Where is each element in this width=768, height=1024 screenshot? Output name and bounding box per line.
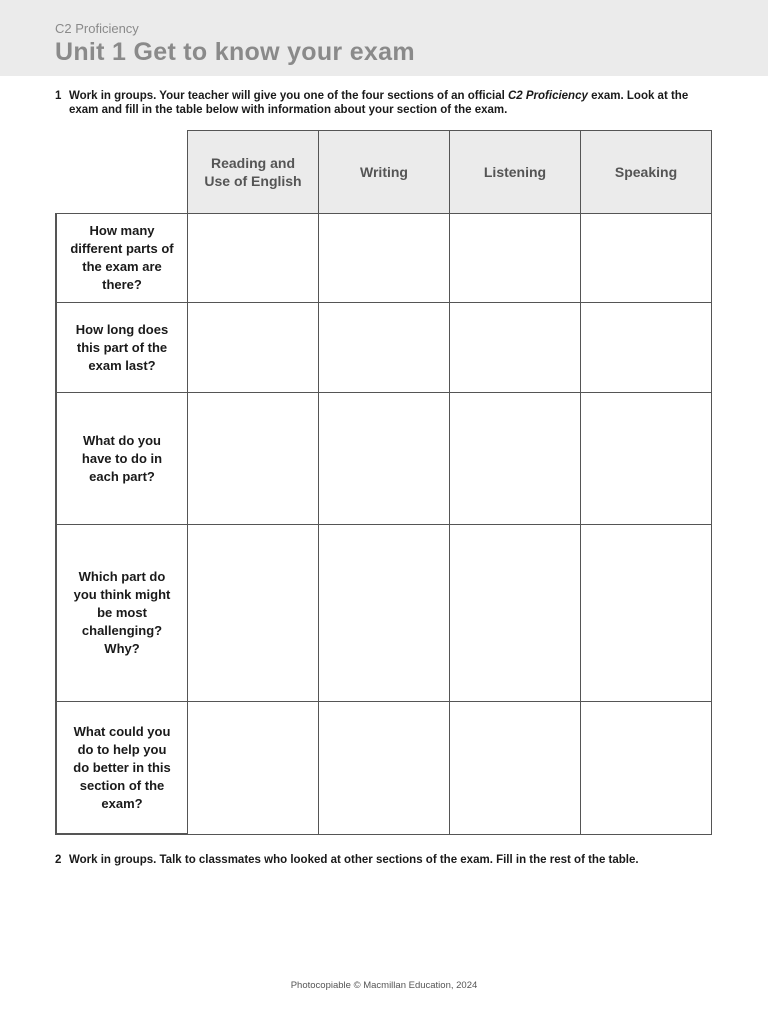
answer-cell[interactable] — [450, 702, 581, 835]
answer-cell[interactable] — [319, 702, 450, 835]
table-row — [56, 303, 712, 393]
row-question-challenging — [56, 525, 188, 702]
answer-cell[interactable] — [450, 303, 581, 393]
answer-cell[interactable] — [188, 525, 319, 702]
instruction-text-part: exam. Look at the exam and fill in the table below with information about your section of the exam. — [69, 90, 689, 116]
table-corner — [56, 131, 188, 214]
answer-cell[interactable] — [188, 393, 319, 525]
instruction-text — [55, 89, 715, 117]
answer-cell[interactable] — [581, 214, 712, 303]
answer-cell[interactable] — [188, 303, 319, 393]
row-question-tasks — [56, 393, 188, 525]
row-question-duration — [56, 303, 188, 393]
answer-cell[interactable] — [581, 702, 712, 835]
row-question-label: Which part do you think might be most challenging? Why? — [73, 569, 171, 656]
answer-cell[interactable] — [319, 525, 450, 702]
unit-title: Unit 1 Get to know your exam — [55, 38, 415, 66]
copyright-footer: Photocopiable © Macmillan Education, 2024 — [290, 980, 478, 991]
answer-cell[interactable] — [450, 214, 581, 303]
row-question-improve — [56, 702, 188, 835]
table-row — [56, 393, 712, 525]
exam-name-emphasis: C2 Proficiency — [507, 90, 588, 102]
row-question-label: What do you have to do in each part? — [81, 432, 163, 484]
column-header-label: Reading and Use of English — [204, 155, 302, 189]
row-question-parts — [56, 214, 188, 303]
row-question-label: What could you do to help you do better in this section of the exam? — [73, 723, 171, 811]
table-row — [56, 214, 712, 303]
instruction-2 — [55, 853, 715, 867]
answer-cell[interactable] — [581, 303, 712, 393]
answer-cell[interactable] — [450, 393, 581, 525]
row-question-label: How long does this part of the exam last? — [75, 321, 169, 373]
row-question-label: How many different parts of the exam are there? — [70, 223, 174, 292]
instruction-text-part: Work in groups. Your teacher will give you one of the four sections of an official — [69, 90, 508, 102]
table-row — [56, 525, 712, 702]
course-name: C2 Proficiency — [55, 21, 139, 36]
column-header-speaking: Speaking — [581, 131, 712, 214]
column-header-writing: Writing — [319, 131, 450, 214]
instruction-1 — [55, 89, 715, 117]
answer-cell[interactable] — [319, 393, 450, 525]
column-header-reading-use-of-english — [188, 131, 319, 214]
answer-cell[interactable] — [450, 525, 581, 702]
answer-cell[interactable] — [188, 214, 319, 303]
answer-cell[interactable] — [188, 702, 319, 835]
table-header-row — [56, 131, 712, 214]
table-row — [56, 702, 712, 835]
answer-cell[interactable] — [581, 525, 712, 702]
instruction-text: Work in groups. Talk to classmates who looked at other sections of the exam. Fill in the rest of the table. — [69, 854, 639, 866]
answer-cell[interactable] — [319, 214, 450, 303]
column-header-listening: Listening — [450, 131, 581, 214]
instruction-number: 2 — [55, 854, 62, 866]
instruction-number: 1 — [55, 90, 62, 102]
answer-cell[interactable] — [581, 393, 712, 525]
answer-cell[interactable] — [319, 303, 450, 393]
page-header — [0, 0, 768, 76]
exam-info-table — [55, 130, 712, 835]
